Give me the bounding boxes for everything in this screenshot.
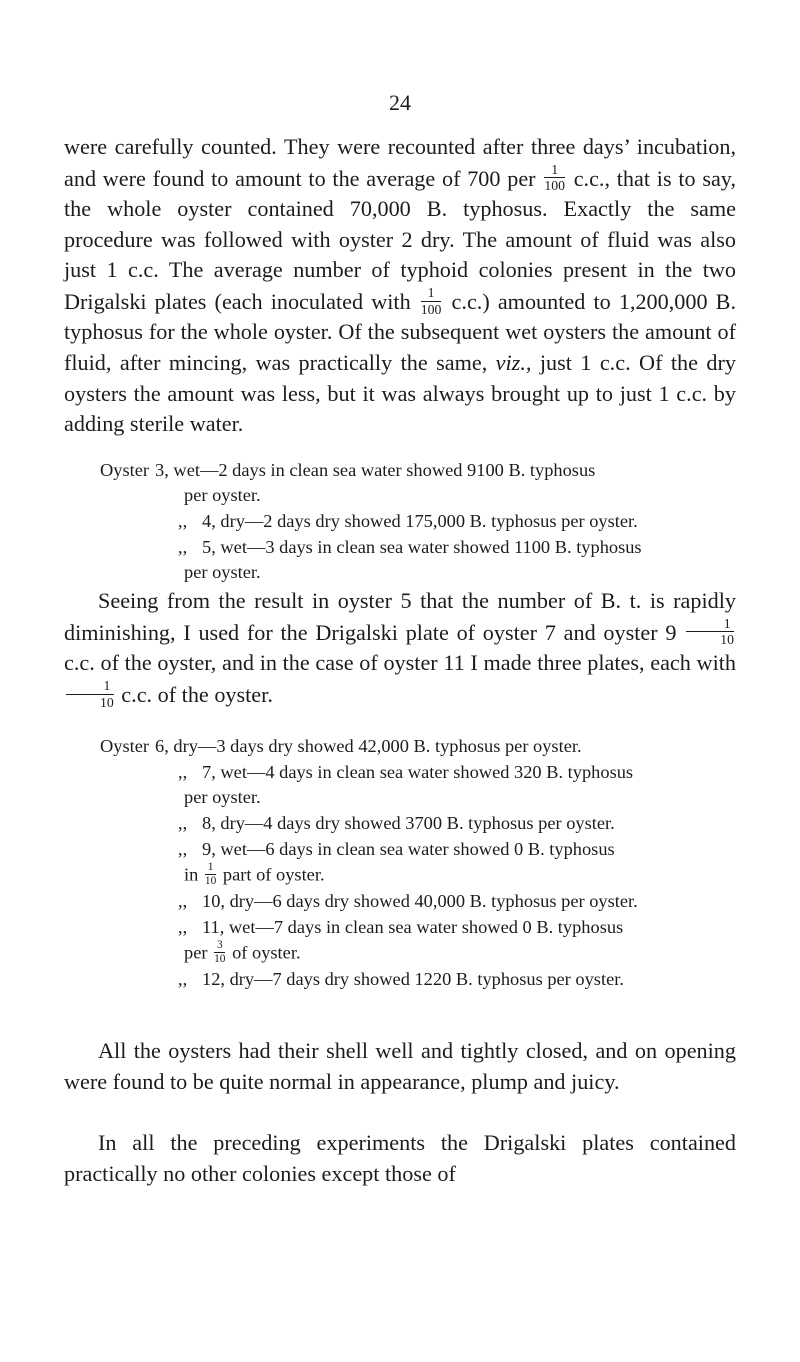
paragraph-4: In all the preceding experiments the Drigalski plates contained practically no other colonies except those of [64,1130,736,1186]
list-item: ,, 12, dry—7 days dry showed 1220 B. typhosus per oyster. [178,968,624,989]
fraction-one-tenth: $\frac{1}{10}$ [686,617,734,648]
paragraph-1-text-b: c.c., that is to say, the whole oyster contained 70,000 B. typhosus. Exactly the same procedure was followed with oyster 2 dry. The amount of fluid was also just 1 c.c. The average number of typhoid colonies present in the two Drigalski plates (each inoculated with [64,165,736,314]
fraction-one-tenth: $\frac{1}{10}$ [204,861,217,888]
fraction-one-tenth: $\frac{1}{10}$ [66,679,114,710]
list-item: ,, 11, wet—7 days in clean sea water showed 0 B. typhosus per $\frac{3}{10}$ of oyster. [178,916,624,966]
fraction-one-hundredth: $\frac{1}{100}$ [544,161,565,194]
paragraph-2-text-b: c.c. of the oyster, and in the case of oyster 11 I made three plates, each with [64,650,736,676]
list-item: ,, 10, dry—6 days dry showed 40,000 B. typhosus per oyster. [178,890,638,911]
fraction-one-hundredth: $\frac{1}{100}$ [420,284,442,317]
fraction-three-tenths: $\frac{3}{10}$ [214,938,226,966]
list-item: ,, 5, wet—3 days in clean sea water showed 1100 B. typhosus per oyster. [178,537,642,582]
list-item: Oyster 6, dry—3 days dry showed 42,000 B. typhosus per oyster. [100,736,582,756]
list-item: Oyster 3, wet—2 days in clean sea water showed 9100 B. typhosus per oyster. [100,460,596,505]
list-item: ,, 8, dry—4 days dry showed 3700 B. typhosus per oyster. [178,813,615,833]
paragraph-2 [64,586,736,710]
list-item: ,, 4, dry—2 days dry showed 175,000 B. typhosus per oyster. [178,511,638,531]
paragraph-3: All the oysters had their shell well and tightly closed, and on opening were found to be quite normal in appearance, plump and juicy. [64,1038,736,1094]
page-number: 24 [389,90,411,115]
paragraph-1-text-d: just 1 c.c. Of the dry oysters the amount was less, but it was always brought up to just 1 c.c. by adding sterile water. [64,350,736,437]
paragraph-2-text-a: Seeing from the result in oyster 5 that the number of B. t. is rapidly diminishing, I used for the Drigalski plate of oyster 7 and oyster 9 [64,588,736,645]
list-item: ,, 7, wet—4 days in clean sea water showed 320 B. typhosus per oyster. [178,762,634,807]
viz-abbreviation: viz., [495,350,532,376]
paragraph-1 [64,132,736,440]
paragraph-1-text-a: were carefully counted. They were recounted after three days’ incubation, and were found to amount to the average of 700 per [64,134,736,191]
paragraph-2-text-c: c.c. of the oyster. [121,681,273,707]
list-item: ,, 9, wet—6 days in clean sea water showed 0 B. typhosus in $\frac{1}{10}$ part of oyster. [178,839,615,888]
oyster-list-2 [100,734,736,993]
paragraph-1-text-c: c.c.) amounted to 1,200,000 B. typhosus for the whole oyster. Of the subsequent wet oysters the amount of fluid, after mincing, was practically the same, [64,288,737,376]
oyster-list-1 [100,458,736,586]
